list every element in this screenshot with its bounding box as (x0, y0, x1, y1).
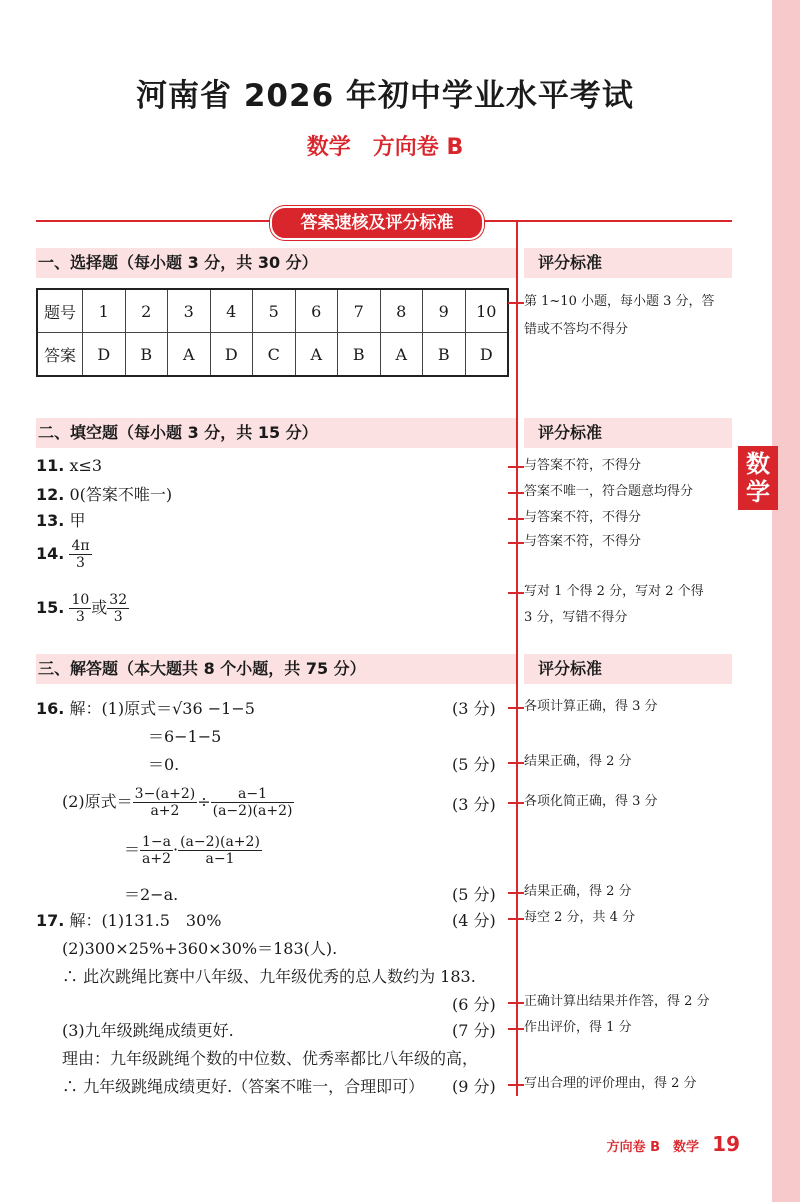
fill-q12-note: 答案不唯一，符合题意均得分 (524, 484, 694, 499)
fill-q14 (36, 538, 92, 571)
note-tick (508, 466, 524, 468)
q16-note-4: 结果正确，得 2 分 (524, 884, 632, 899)
fraction-numerator: a−1 (211, 786, 295, 803)
answer-cell: B (423, 333, 466, 377)
q16-part2-line-3: ＝2−a. (124, 885, 179, 904)
answer-table (36, 288, 509, 377)
section-choice-title: 一、选择题（每小题 3 分，共 30 分） (36, 248, 516, 278)
note-tick (508, 518, 524, 520)
q17-line-5: 理由：九年级跳绳个数的中位数、优秀率都比八年级的高， (62, 1049, 479, 1068)
fraction-denominator: 3 (113, 609, 123, 625)
points-label: (9 分) (452, 1077, 496, 1096)
section-solve-title: 三、解答题（本大题共 8 个小题，共 75 分） (36, 654, 516, 684)
answer-text: 0(答案不唯一) (69, 485, 173, 504)
question-number: 11. (36, 456, 65, 475)
fraction-numerator: 32 (109, 592, 128, 608)
note-tick (508, 892, 524, 894)
section-choice-score-title: 评分标准 (524, 248, 732, 278)
page-footer (560, 1132, 740, 1156)
operator: ÷ (197, 792, 211, 811)
q16-note-3: 各项化简正确，得 3 分 (524, 794, 658, 809)
fraction-numerator: 10 (71, 592, 90, 608)
q16-line-3: ＝0. (148, 755, 180, 774)
answer-cell: A (295, 333, 338, 377)
fill-q13 (36, 508, 85, 531)
fraction-denominator: (a−2)(a+2) (212, 803, 293, 819)
q17-line-6: ∴ 九年级跳绳成绩更好.（答案不唯一，合理即可） (62, 1077, 425, 1096)
fraction (211, 786, 295, 819)
table-row-label: 答案 (37, 333, 83, 377)
table-row-label: 题号 (37, 289, 83, 333)
note-tick (508, 592, 524, 594)
solution-text: 解：(1)131.5 30% (69, 911, 222, 930)
note-tick (508, 762, 524, 764)
answer-cell: D (210, 333, 253, 377)
fill-q11 (36, 456, 102, 475)
answer-banner: 答案速核及评分标准 (270, 206, 484, 240)
question-number: 14. (36, 544, 65, 563)
note-tick (508, 918, 524, 920)
fraction (69, 538, 91, 571)
answer-cell: A (168, 333, 211, 377)
solution-text: 解：(1)原式＝√36 −1−5 (69, 699, 255, 718)
fraction-denominator: 3 (76, 555, 85, 571)
question-number: 4 (210, 289, 253, 333)
table-row (37, 333, 508, 377)
fraction-numerator: (a−2)(a+2) (180, 834, 260, 850)
section-fill-title: 二、填空题（每小题 3 分，共 15 分） (36, 418, 516, 448)
choice-note-line-2: 错或不答均不得分 (524, 322, 629, 337)
fraction-denominator: a−1 (205, 851, 235, 867)
q17-note-4: 写出合理的评价理由，得 2 分 (524, 1076, 697, 1091)
note-tick (508, 492, 524, 494)
section-fill-score-title: 评分标准 (524, 418, 732, 448)
answer-cell: C (253, 333, 296, 377)
question-number: 16. (36, 699, 65, 718)
question-number: 9 (423, 289, 466, 333)
points-label: (7 分) (452, 1021, 496, 1040)
operator: ＝ (124, 840, 141, 859)
question-number: 17. (36, 911, 65, 930)
q17-note-2: 正确计算出结果并作答，得 2 分 (524, 994, 710, 1009)
note-tick (508, 802, 524, 804)
fill-q15-note-line-1: 写对 1 个得 2 分，写对 2 个得 (524, 584, 704, 599)
note-tick (508, 707, 524, 709)
note-tick (508, 1002, 524, 1004)
section-solve-score-title: 评分标准 (524, 654, 732, 684)
fraction (107, 592, 129, 625)
footer-label: 方向卷 B 数学 (606, 1140, 700, 1155)
answer-cell: D (465, 333, 508, 377)
solution-text: (2)原式＝ (62, 792, 133, 811)
or-text: 或 (91, 598, 108, 617)
fraction-numerator: 4π (71, 538, 90, 554)
answer-cell: D (83, 333, 126, 377)
note-tick (508, 542, 524, 544)
table-row (37, 289, 508, 333)
q17-line-2: (2)300×25%+360×30%＝183(人). (62, 939, 338, 958)
points-label: (3 分) (452, 795, 496, 814)
q16-line-2: ＝6−1−5 (148, 727, 222, 746)
operator: · (173, 840, 179, 859)
note-tick (508, 1084, 524, 1086)
fraction (69, 592, 91, 625)
column-divider (516, 220, 518, 1096)
points-label: (4 分) (452, 911, 496, 930)
fill-q15-note-line-2: 3 分，写错不得分 (524, 610, 628, 625)
subject-side-tab: 数学 (738, 446, 778, 510)
question-number: 12. (36, 485, 65, 504)
question-number: 8 (380, 289, 423, 333)
note-tick (508, 302, 524, 304)
q17-line-4: (3)九年级跳绳成绩更好. (62, 1021, 234, 1040)
right-edge-strip (772, 0, 800, 1202)
fill-q14-note: 与答案不符，不得分 (524, 534, 642, 549)
question-number: 1 (83, 289, 126, 333)
question-number: 13. (36, 511, 65, 530)
q16-note-2: 结果正确，得 2 分 (524, 754, 632, 769)
answer-text: 甲 (69, 511, 86, 530)
page-subtitle: 数学 方向卷 B (306, 135, 464, 160)
fill-q12 (36, 482, 172, 505)
question-number: 2 (125, 289, 168, 333)
answer-cell: A (380, 333, 423, 377)
fill-q13-note: 与答案不符，不得分 (524, 510, 642, 525)
q16-part2-line-2 (124, 834, 262, 867)
q17-note-1: 每空 2 分，共 4 分 (524, 910, 636, 925)
question-number: 7 (338, 289, 381, 333)
fraction (133, 786, 198, 819)
fraction (140, 834, 173, 867)
fill-q11-note: 与答案不符，不得分 (524, 458, 642, 473)
answer-cell: B (125, 333, 168, 377)
fraction-denominator: 3 (75, 609, 85, 625)
fraction-denominator: a+2 (150, 803, 180, 819)
choice-note-line-1: 第 1~10 小题，每小题 3 分，答 (524, 294, 715, 309)
fraction-numerator: 1−a (142, 834, 171, 850)
question-number: 10 (465, 289, 508, 333)
fraction-denominator: a+2 (142, 851, 171, 867)
page-title: 河南省 2026 年初中学业水平考试 (136, 78, 634, 114)
q17-note-3: 作出评价，得 1 分 (524, 1020, 632, 1035)
points-label: (3 分) (452, 699, 496, 718)
q17-line-1 (36, 908, 221, 931)
fraction (178, 834, 262, 867)
question-number: 5 (253, 289, 296, 333)
question-number: 3 (168, 289, 211, 333)
page-number: 19 (712, 1132, 740, 1156)
points-label: (5 分) (452, 755, 496, 774)
points-label: (6 分) (452, 995, 496, 1014)
note-tick (508, 1028, 524, 1030)
q16-note-1: 各项计算正确，得 3 分 (524, 699, 658, 714)
answer-cell: B (338, 333, 381, 377)
question-number: 15. (36, 598, 65, 617)
fill-q15 (36, 592, 129, 625)
q16-line-1 (36, 696, 255, 719)
q16-part2-line-1 (62, 786, 294, 819)
question-number: 6 (295, 289, 338, 333)
answer-text: x≤3 (69, 456, 103, 475)
fraction-numerator: 3−(a+2) (134, 786, 196, 802)
q17-line-3: ∴ 此次跳绳比赛中八年级、九年级优秀的总人数约为 183. (62, 967, 476, 986)
points-label: (5 分) (452, 885, 496, 904)
